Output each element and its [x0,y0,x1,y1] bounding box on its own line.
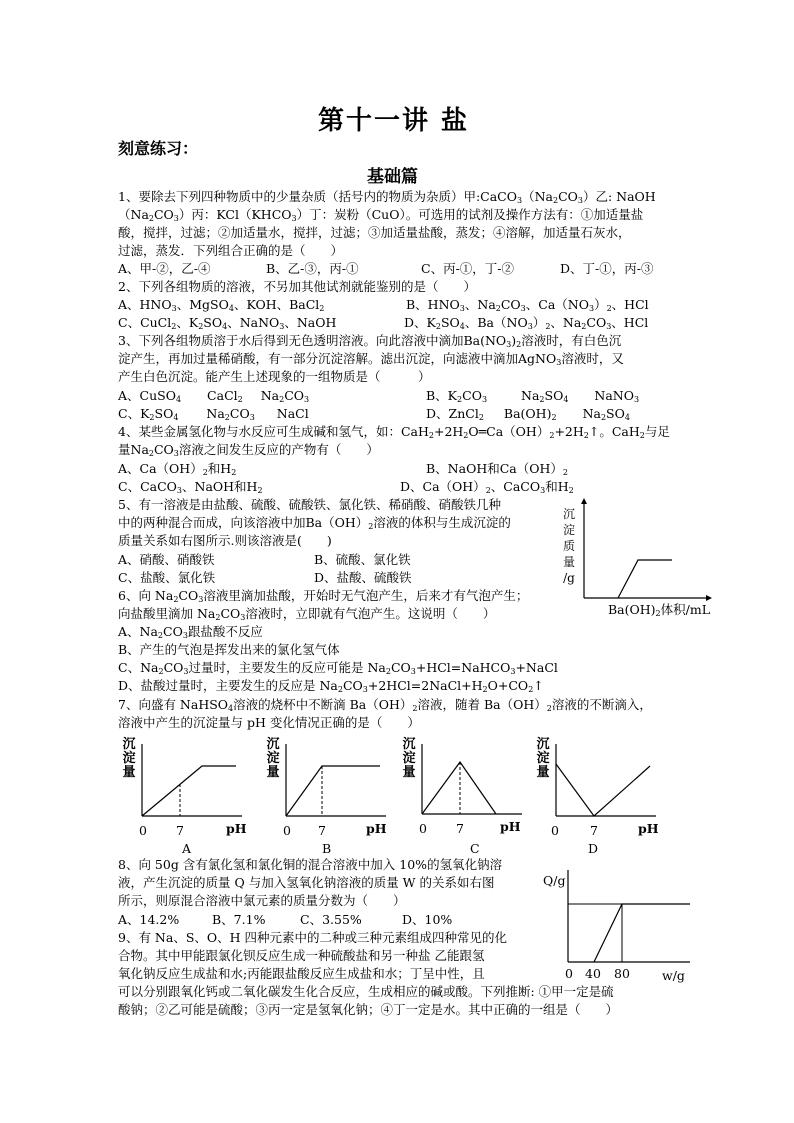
q6-option-b: B、产生的气泡是挥发出来的氯化氢气体 [118,642,340,657]
q5-curve [618,560,672,598]
q5-option-d: D、盐酸、硫酸铁 [314,570,412,585]
q6-line-2: 向盐酸里滴加 $Na_2CO_3$溶液时，立即就有气泡产生。这说明（ ） [118,606,496,622]
section-heading: 刻意练习： [118,139,199,158]
q8-line-2: 液，产生沉淀的质量 Q 与加入氢氧化钠溶液的质量 W 的关系如右图 [118,875,495,890]
q4-option-a: A、$Ca(OH)_2$和$H_2$ [118,461,237,477]
q1-line-1: 1、要除去下列四种物质中的少量杂质（括号内的物质为杂质）甲$:CaCO_3(Na_2CO_3)$乙: NaOH [118,189,656,205]
q7b-xph: pH [366,821,387,836]
q4-line-2: 量$Na_2CO_3$溶液之间发生反应的产物有（ ） [118,442,379,458]
q2-option-b: B、$HNO_3$、$Na_2CO_3$、$Ca(NO_3)_2$、HCl [406,297,649,313]
q7c-ylabel: 沉 淀 量 [402,737,416,780]
q1-line-4: 过滤，蒸发．下列组合正确的是（ ） [118,243,344,258]
q7c-curve [422,762,496,814]
q2-option-d: D、$K_2SO_4$、$Ba(NO_3)_2$、$Na_2CO_3$、HCl [404,315,649,331]
q2-option-a: A、$HNO_3$、MgSO$_4$、KOH、BaCl$_2$ [118,297,325,313]
q7c-xph: pH [500,819,521,834]
q4-option-d: D、$Ca(OH)_2$、CaCO$_3$和$H_2$ [400,479,574,495]
q1-option-a: A、甲-②，乙-④ [118,261,211,276]
q7-line-1: 7、向盛有 NaHSO$_4$溶液的烧杯中不断滴 $Ba(OH)_2$溶液，随着 $Ba(OH)_2$溶液的不断滴入， [118,697,652,713]
q3-line-1: 3、下列各组物质溶于水后得到无色透明溶液。向此溶液中滴加$Ba(NO_3)_2$溶液时，有白色沉 [118,333,622,349]
q1-line-3: 酸，搅拌，过滤；②加适量水，搅拌，过滤；③加适量盐酸，蒸发；④溶解，加适量石灰水， [118,225,631,240]
q8-option-a: A、14.2% [118,912,180,927]
q4-line-1: 4、某些金属氢化物与水反应可生成碱和氢气，如：$CaH_2+2H_2O═Ca(OH)_2+2H_2↑$。CaH$_2$与足 [118,424,670,440]
q5-line-1: 5、有一溶液是由盐酸、硫酸、硫酸铁、氯化铁、稀硝酸、硝酸铁几种 [118,497,501,512]
q6-option-c: C、$Na_2CO_3$过量时，主要发生的反应可能是 $Na_2CO_3+HCl=NaHCO_3+NaCl$ [118,660,558,676]
q8-option-b: B、7.1% [212,912,266,927]
q5-option-a: A、硝酸、硝酸铁 [118,552,215,567]
q7a-ylabel: 沉 淀 量 [122,737,136,780]
q5-line-3: 质量关系如右图所示.则该溶液是( ) [118,533,332,548]
q2-stem: 2、下列各组物质的溶液，不另加其他试剂就能鉴别的是（ ） [118,279,476,294]
q1-option-d: D、丁-①，丙-③ [560,261,654,276]
q5-line-2: 中的两种混合而成，向该溶液中加$Ba(OH)_2$溶液的体积与生成沉淀的 [118,515,511,531]
q8-x0: 0 [565,966,573,981]
q7c-label: C [470,841,480,856]
q7c-x0: 0 [419,821,427,836]
q7a-curve [142,766,236,816]
q8-x40: 40 [585,966,601,981]
q5-option-b: B、硫酸、氯化铁 [314,552,411,567]
q7a-x7: 7 [176,823,184,838]
q8-xlabel: w/g [662,968,685,983]
q5-ylabel: 沉 淀 质 量 /g [562,507,575,585]
q7-line-2: 溶液中产生的沉淀量与 pH 变化情况正确的是（ ） [118,715,420,730]
q8-line-3: 所示，则原混合溶液中氯元素的质量分数为（ ） [118,893,406,908]
q9-line-5: 酸钠；②乙可能是硫酸；③丙一定是氢氧化钠；④丁一定是水。其中正确的一组是（ ） [118,1002,619,1017]
q4-option-b: B、NaOH和$Ca(OH)_2$ [426,461,568,477]
q5-y-arrow [581,498,587,504]
q7-graph-c [398,734,530,854]
q9-line-1: 9、有 Na、S、O、H 四种元素中的二种或三种元素组成四种常见的化 [118,930,508,945]
q8-option-c: C、3.55% [300,912,362,927]
page-title: 第十一讲 盐 [318,106,470,136]
q6-line-1: 6、向 $Na_2CO_3$溶液里滴加盐酸，开始时无气泡产生，后来才有气泡产生； [118,588,529,604]
q3-option-a: A、CuSO$_4$ CaCl$_2$ $Na_2CO_3$ [118,388,310,404]
q7b-x7: 7 [318,823,326,838]
q9-line-2: 合物。其中甲能跟氯化钡反应生成一种硫酸盐和另一种盐 乙能跟氢 [118,948,485,963]
q4-option-c: C、CaCO$_3$、NaOH和$H_2$ [118,479,263,495]
q7a-xph: pH [226,821,247,836]
q8-x80: 80 [614,966,630,981]
q3-option-d: D、ZnCl$_2$ $Ba(OH)_2$ $Na_2SO_4$ [426,406,630,422]
q7b-ylabel: 沉 淀 量 [266,737,280,780]
q3-line-3: 产生白色沉淀。能产生上述现象的一组物质是（ ） [118,369,431,384]
q9-line-3: 氧化钠反应生成盐和水;丙能跟盐酸反应生成盐和水；丁呈中性，且 [118,966,485,981]
q5-xlabel: $Ba(OH)_2$体积/mL [608,602,711,618]
q7b-label: B [322,841,332,856]
q7b-curve [286,766,380,816]
q7b-x0: 0 [283,823,291,838]
q8-ylabel: Q/g [543,873,566,888]
q7-graph-c-svg [398,734,530,854]
subsection-heading: 基础篇 [367,167,418,187]
q8-option-d: D、10% [402,912,453,927]
q7d-x0: 0 [551,823,559,838]
q6-option-d: D、盐酸过量时，主要发生的反应是 $Na_2CO_3+2HCl=2NaCl+H_2O+CO_2↑$ [118,678,544,694]
q8-curve [594,904,690,962]
q7d-ylabel: 沉 淀 量 [536,737,550,780]
q7d-label: D [588,841,599,856]
q7d-x7: 7 [590,823,598,838]
q8-line-1: 8、向 50g 含有氯化氢和氯化铜的混合溶液中加入 10%的氢氧化钠溶 [118,857,503,872]
q7d-xph: pH [638,821,659,836]
q3-line-2: 淀产生，再加过量稀硝酸，有一部分沉淀溶解。滤出沉淀，向滤液中滴加AgNO$_3$溶液时，又 [118,351,624,367]
q9-line-4: 可以分别跟氧化钙或二氧化碳发生化合反应，生成相应的碱或酸。下列推断: ①甲一定是硫 [118,984,614,999]
q5-graph-svg [556,498,714,618]
q7c-x7: 7 [456,821,464,836]
q6-option-a: A、$Na_2CO_3$跟盐酸不反应 [118,624,263,640]
q3-option-c: C、$K_2SO_4$ $Na_2CO_3$ NaCl [118,406,309,422]
q7a-label: A [182,841,192,856]
q2-option-c: C、CuCl$_2$、$K_2SO_4$、NaNO$_3$、NaOH [118,315,337,331]
q7d-curve [556,764,650,816]
q5-graph [556,498,714,618]
q7a-x0: 0 [139,823,147,838]
q1-option-c: C、丙-①，丁-② [421,261,515,276]
q1-line-2: $(Na_2CO_3)$丙：$KCl(KHCO_3)$丁：炭粉（CuO）。可选用的试剂及操作方法有：①加适量盐 [118,207,644,223]
q1-option-b: B、乙-③，丙-① [266,261,359,276]
q3-option-b: B、$K_2CO_3$ $Na_2SO_4$ NaNO$_3$ [426,388,640,404]
q5-option-c: C、盐酸、氯化铁 [118,570,216,585]
